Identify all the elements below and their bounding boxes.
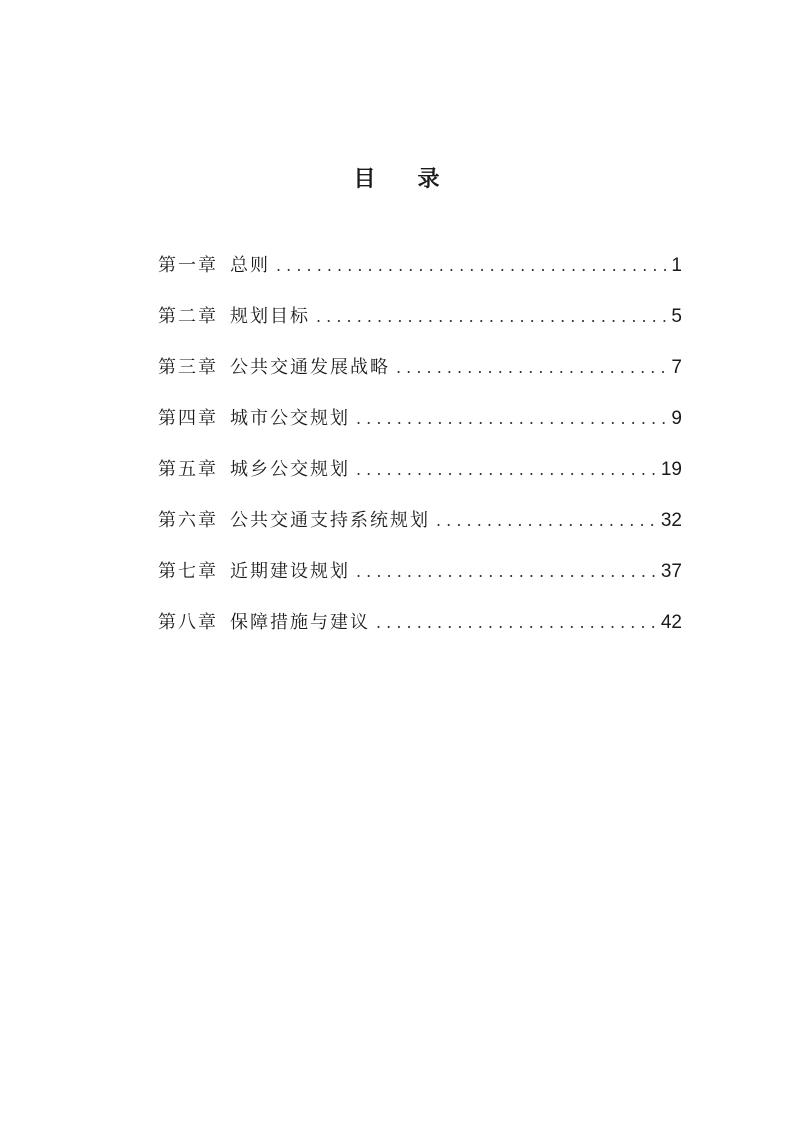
toc-chapter-name: 公共交通发展战略 (230, 357, 390, 378)
toc-chapter-label: 第三章 (158, 357, 218, 378)
toc-chapter-name: 城市公交规划 (230, 408, 350, 429)
toc-entry[interactable] (158, 303, 682, 354)
toc-chapter-name: 总则 (230, 255, 270, 276)
toc-chapter-name: 规划目标 (230, 306, 310, 327)
toc-chapter-label: 第六章 (158, 510, 218, 531)
toc-page-number: 42 (660, 612, 682, 633)
toc-chapter-name: 近期建设规划 (230, 561, 350, 582)
toc-page-number: 19 (660, 459, 682, 480)
toc-chapter-label: 第四章 (158, 408, 218, 429)
toc-page-number: 7 (671, 357, 682, 378)
toc-entry[interactable] (158, 558, 682, 609)
toc-entry[interactable] (158, 609, 682, 660)
toc-leader-dots (356, 405, 667, 433)
toc-leader-dots (356, 558, 657, 586)
toc-leader-dots (356, 456, 657, 484)
toc-page-number: 37 (660, 561, 682, 582)
toc-entry[interactable] (158, 507, 682, 558)
toc-chapter-label: 第二章 (158, 306, 218, 327)
toc-entry[interactable] (158, 354, 682, 405)
toc-leader-dots (396, 354, 667, 382)
toc-chapter-name: 城乡公交规划 (230, 459, 350, 480)
toc-leader-dots (316, 303, 667, 331)
toc-chapter-label: 第五章 (158, 459, 218, 480)
toc-chapter-name: 保障措施与建议 (230, 612, 370, 633)
toc-title-char-1: 目 (353, 167, 376, 192)
toc-entry[interactable] (158, 405, 682, 456)
toc-list (158, 252, 682, 660)
toc-title-char-2: 录 (417, 167, 440, 192)
toc-entry[interactable] (158, 252, 682, 303)
toc-title (0, 162, 793, 193)
toc-chapter-name: 公共交通支持系统规划 (230, 510, 430, 531)
toc-leader-dots (376, 609, 657, 637)
toc-page-number: 5 (671, 306, 682, 327)
toc-leader-dots (276, 252, 667, 280)
toc-chapter-label: 第八章 (158, 612, 218, 633)
toc-page-number: 9 (671, 408, 682, 429)
toc-entry[interactable] (158, 456, 682, 507)
toc-page-number: 1 (671, 255, 682, 276)
toc-page-number: 32 (660, 510, 682, 531)
toc-chapter-label: 第一章 (158, 255, 218, 276)
toc-leader-dots (436, 507, 657, 535)
toc-chapter-label: 第七章 (158, 561, 218, 582)
